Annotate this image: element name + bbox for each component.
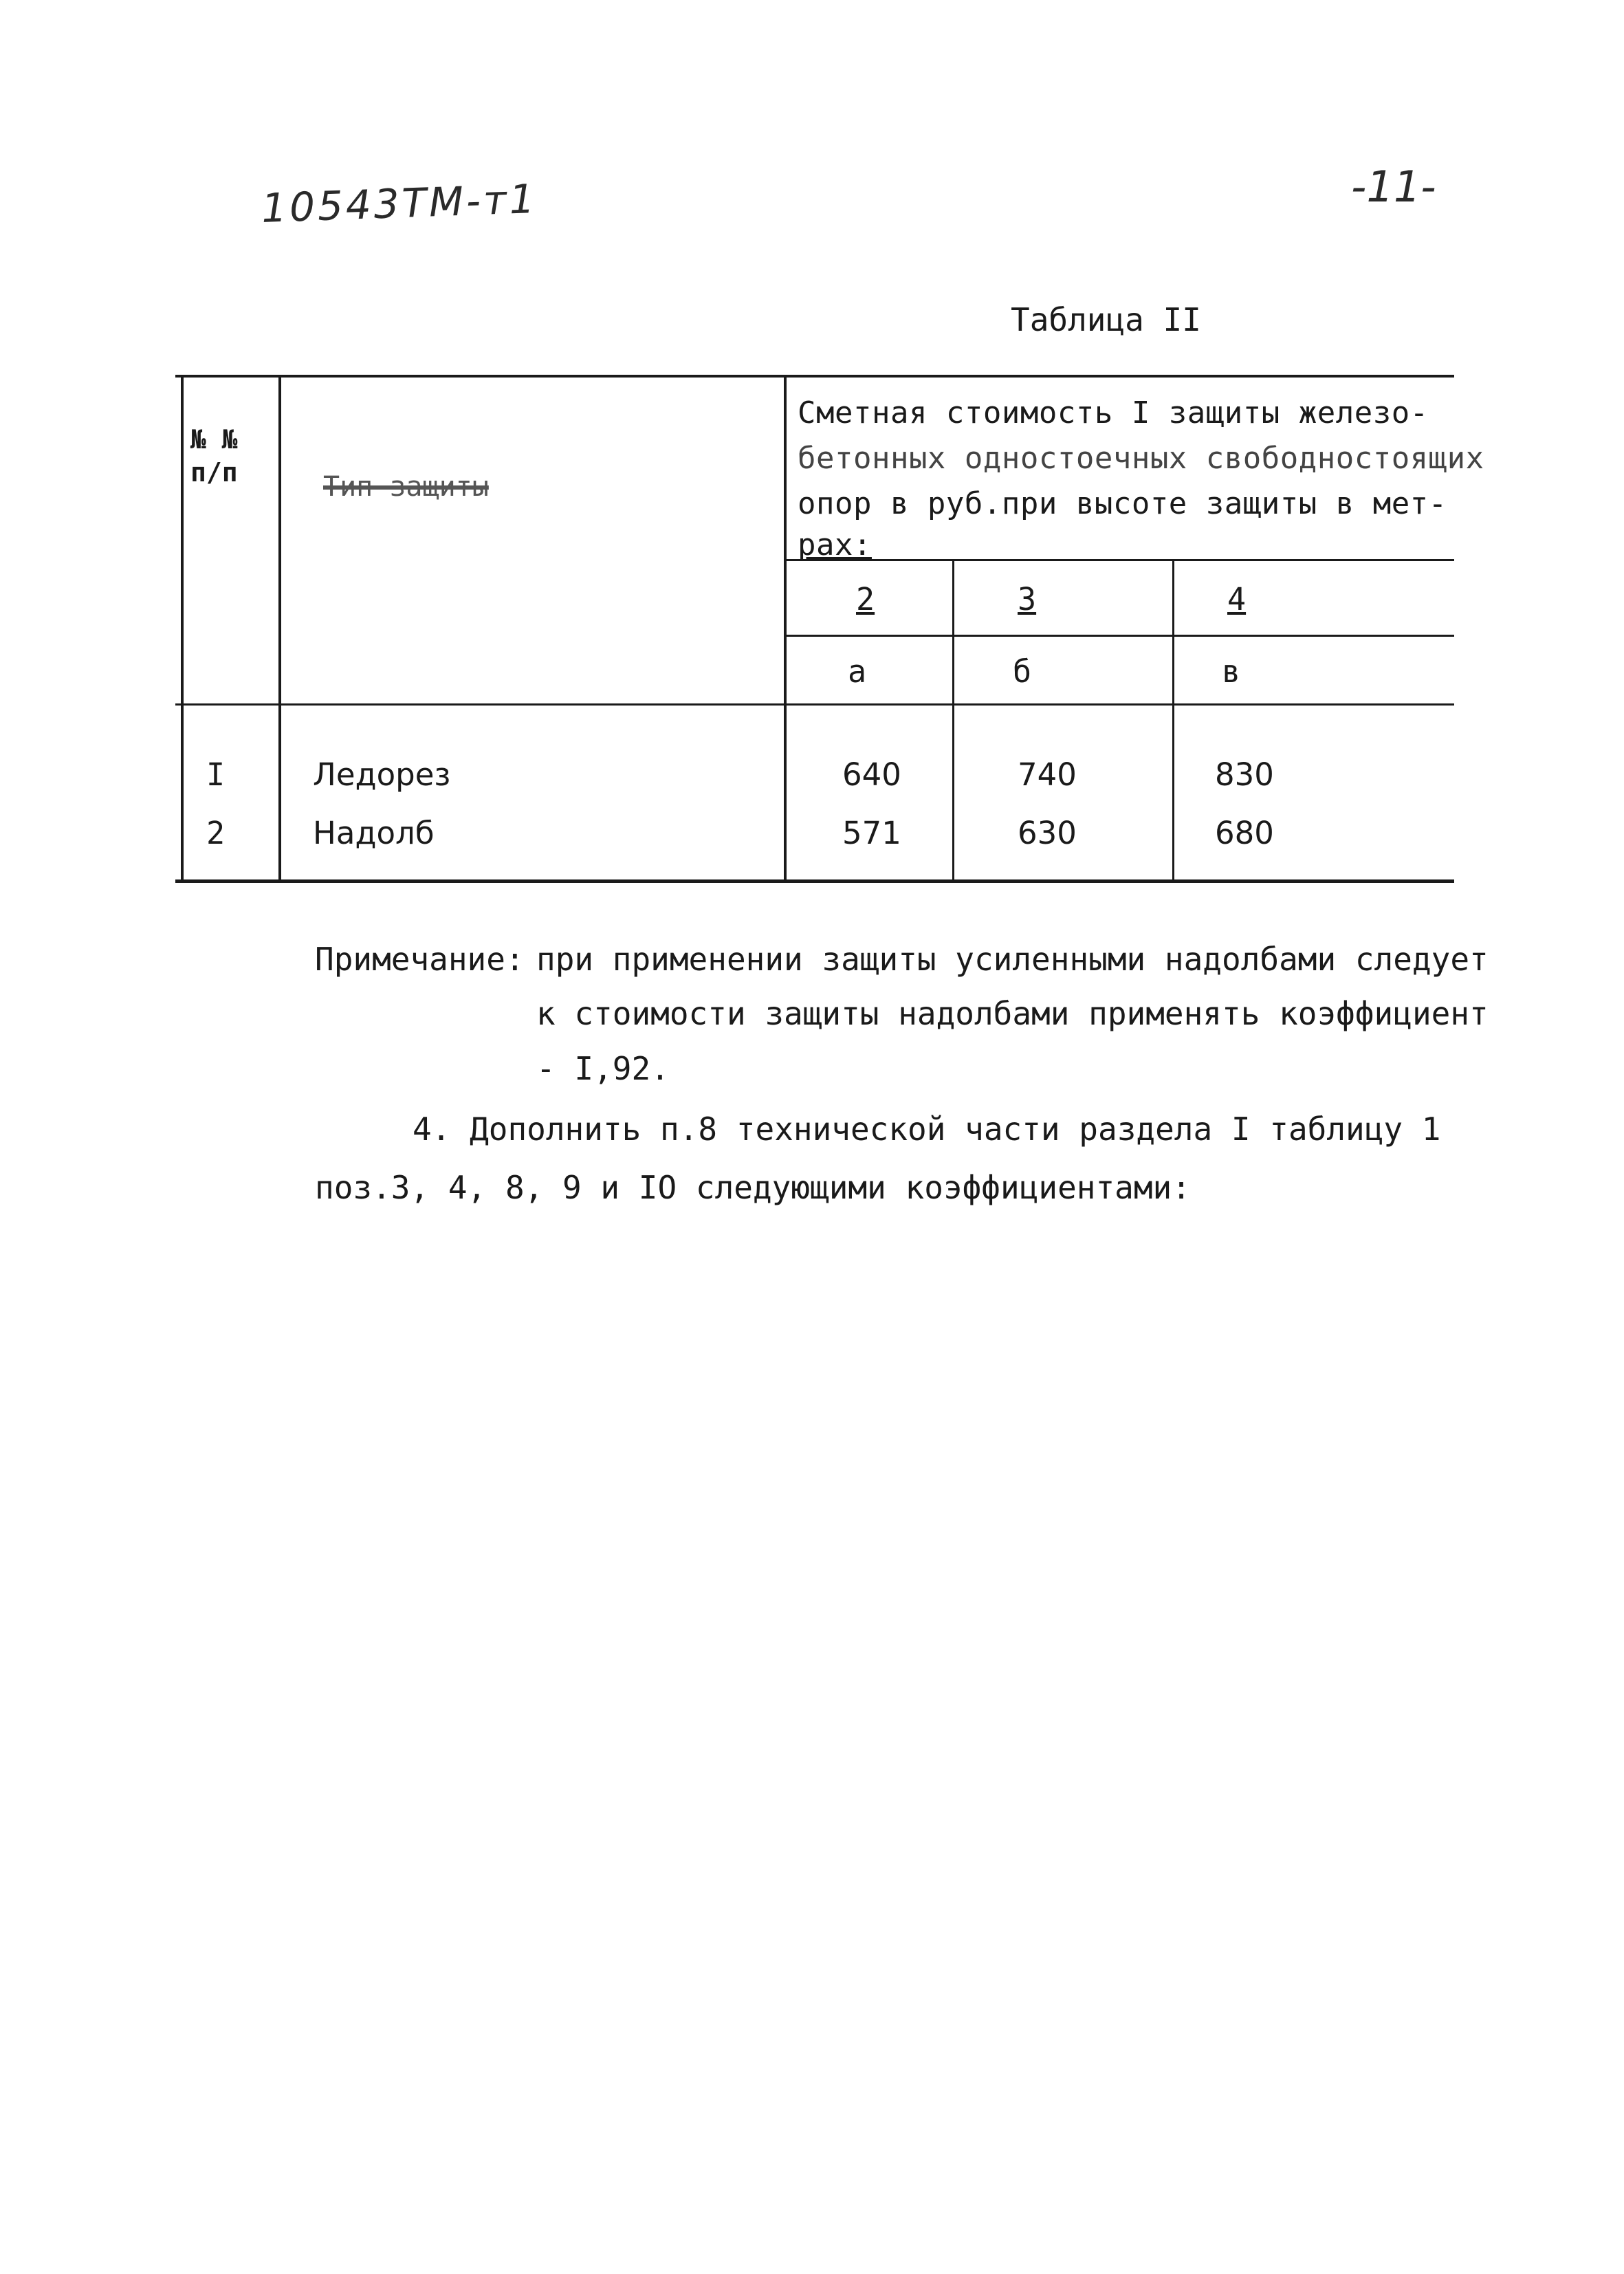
height-col-3-letter: в [1222,653,1241,690]
height-col-1-letter: а [848,653,867,690]
height-row-rule [784,635,1454,637]
row-1-type: Ледорез [313,756,451,793]
col-type-header: Тип защиты [323,471,489,503]
height-col-3-value: 4 [1227,581,1247,617]
document-code: 10543ТМ-т1 [260,175,538,232]
row-1-value-1: 640 [842,756,901,793]
height-col-2-value: 3 [1018,581,1037,617]
row-2-value-2: 630 [1018,815,1077,851]
note-line-3: - I,92. [536,1050,670,1087]
col-type-divider [784,375,787,883]
cost-header-line-2: бетонных одностоечных свободностоящих [798,441,1484,476]
col-height2-divider [952,559,954,883]
col-number-header: № № п/п [190,424,238,488]
page-number: -11- [1351,162,1436,212]
row-1-value-3: 830 [1215,756,1274,793]
table-title: Таблица II [1011,301,1201,338]
table-bottom-border [175,879,1454,883]
row-2-value-1: 571 [842,815,901,851]
row-2-value-3: 680 [1215,815,1274,851]
table-top-border [175,375,1454,378]
note-line-1: при применении защиты усиленными надолбами следует [536,941,1489,978]
cost-table [175,375,1484,884]
row-2-type: Надолб [313,815,435,851]
col-number-divider [278,375,281,883]
row-1-value-2: 740 [1018,756,1077,793]
row-2-number: 2 [206,815,226,851]
cost-header-line-1: Сметная стоимость I защиты железо- [798,395,1429,430]
cost-subheader-rule [784,559,1454,561]
table-left-border [181,375,184,883]
height-col-2-letter: б [1013,653,1032,690]
paragraph-line-2: поз.3, 4, 8, 9 и IO следующими коэффициентами: [315,1169,1191,1206]
paragraph-line-1: 4. Дополнить п.8 технической части раздела I таблицу 1 [413,1111,1441,1148]
table-header-bottom-border [175,703,1454,706]
height-col-1-value: 2 [856,581,875,617]
cost-header-line-4: рах: [798,527,872,562]
col-height3-divider [1172,559,1174,883]
cost-header-line-3: опор в руб.при высоте защиты в мет- [798,486,1447,521]
row-1-number: I [206,756,226,793]
note-label: Примечание: [315,941,525,978]
note-line-2: к стоимости защиты надолбами применять коэффициент [536,995,1489,1032]
